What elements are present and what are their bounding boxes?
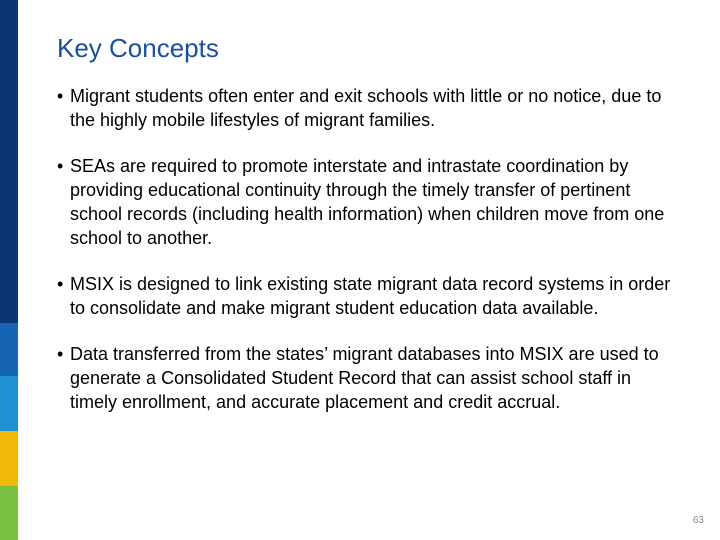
side-bar-green-segment (0, 486, 18, 540)
slide-page-number: 63 (692, 515, 704, 526)
side-bar-blue-segment (0, 323, 18, 376)
bullet-text: MSIX is designed to link existing state migrant data record systems in order to consolidate and make migrant student education data available. (70, 274, 671, 318)
bullet-marker: • (57, 274, 64, 294)
side-bar-sky-segment (0, 376, 18, 431)
bullet-text: SEAs are required to promote interstate and intrastate coordination by providing educational continuity through the timely transfer of pertinent school records (including health information) when children move from one school to another. (70, 156, 665, 248)
bullet-text: Data transferred from the states’ migrant databases into MSIX are used to generate a Consolidated Student Record that can assist school staff in timely enrollment, and accurate placement and credit accrual. (70, 344, 659, 412)
side-bar-navy-segment (0, 0, 18, 323)
side-color-bar (0, 0, 18, 540)
bullet-item (57, 84, 677, 132)
bullet-list (57, 84, 677, 436)
side-bar-yellow-segment (0, 431, 18, 486)
bullet-marker: • (57, 344, 64, 364)
bullet-item (57, 154, 677, 250)
bullet-item (57, 272, 677, 320)
bullet-item (57, 342, 677, 414)
bullet-text: Migrant students often enter and exit schools with little or no notice, due to the highly mobile lifestyles of migrant families. (70, 86, 662, 130)
bullet-marker: • (57, 86, 64, 106)
slide-title: Key Concepts (57, 33, 219, 63)
bullet-marker: • (57, 156, 64, 176)
